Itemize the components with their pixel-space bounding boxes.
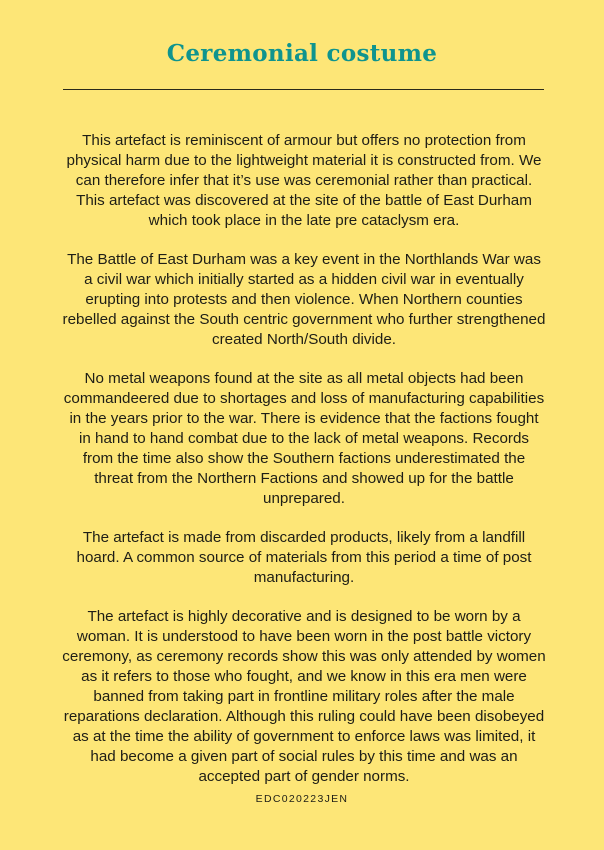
reference-code: EDC020223JEN xyxy=(255,793,349,805)
page-title: Ceremonial costume xyxy=(166,40,438,67)
paragraph-5: The artefact is highly decorative and is designed to be worn by a woman. It is understood to have been worn in the post battle victory ceremony, as ceremony records show this was only attended by women as it refers to those who fought, and we know in this era men were banned from taking part in frontline military roles after the male reparations declaration. Although this ruling could have been disobeyed as at the time the ability of government to enforce laws was limited, it had become a given part of social rules by this time and was an accepted part of gender norms. xyxy=(62,608,546,785)
paragraph-3: No metal weapons found at the site as all metal objects had been commandeered due to shortages and loss of manufacturing capabilities in the years prior to the war. There is evidence that the factions fought in hand to hand combat due to the lack of metal weapons. Records from the time also show the Southern factions underestimated the threat from the Northern Factions and showed up for the battle unprepared. xyxy=(63,370,545,507)
title-divider xyxy=(63,89,544,90)
paragraph-2: The Battle of East Durham was a key event in the Northlands War was a civil war which initially started as a hidden civil war in eventually erupting into protests and then violence. When Northern counties rebelled against the South centric government who further strengthened created North/South divide. xyxy=(62,251,546,348)
body-text xyxy=(62,131,546,787)
paragraph-1: This artefact is reminiscent of armour but offers no protection from physical harm due to the lightweight material it is constructed from. We can therefore infer that it’s use was ceremonial rather than practical. This artefact was discovered at the site of the battle of East Durham which took place in the late pre cataclysm era. xyxy=(66,132,542,229)
paragraph-4: The artefact is made from discarded products, likely from a landfill hoard. A common source of materials from this period a time of post manufacturing. xyxy=(76,529,532,586)
